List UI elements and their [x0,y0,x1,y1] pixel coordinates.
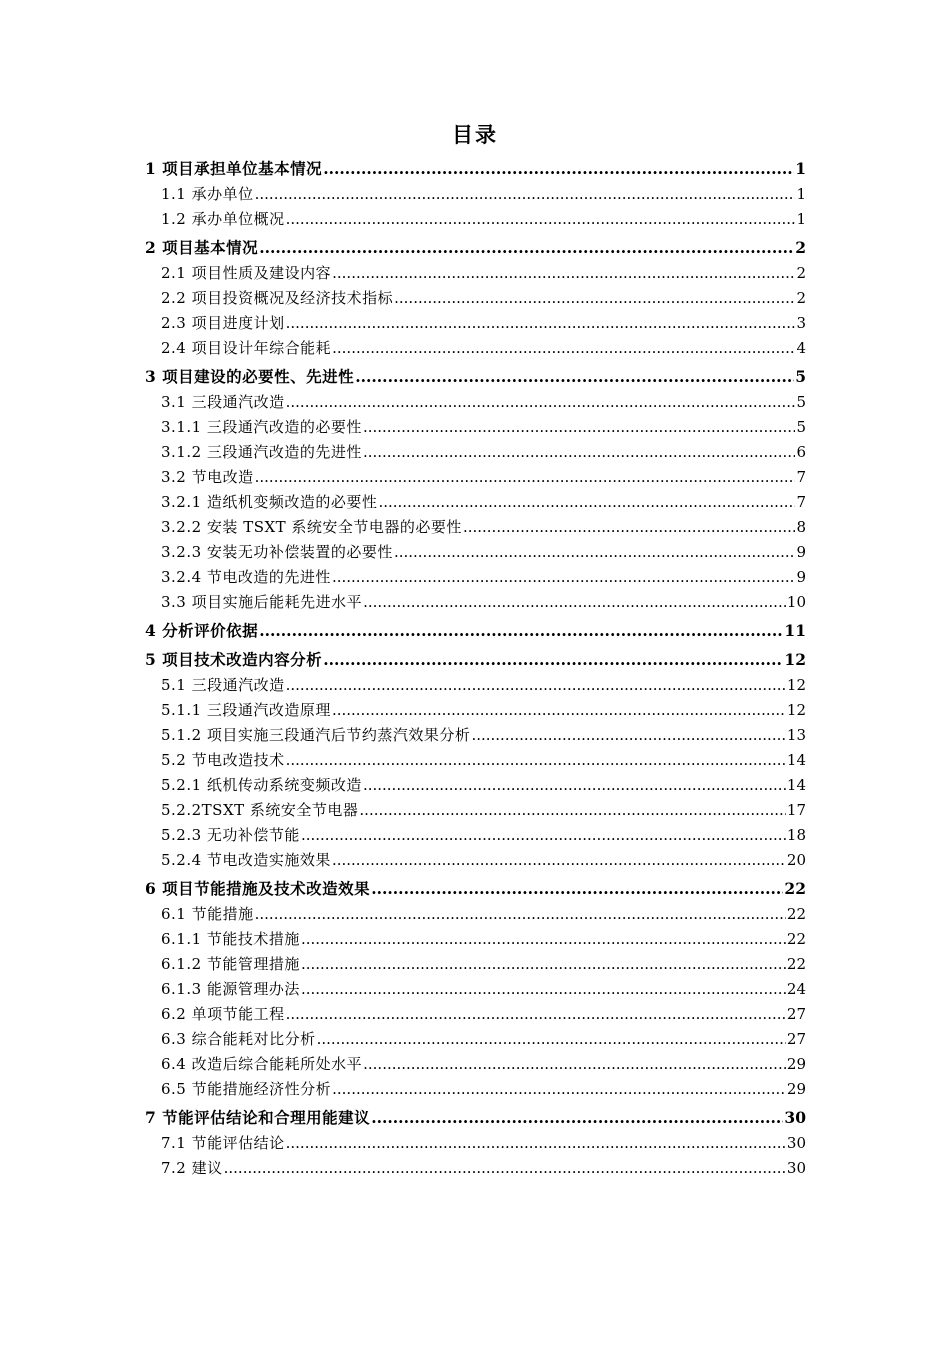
toc-chapter-entry[interactable] [145,880,806,898]
toc-leader-dots [363,593,786,611]
toc-leader-dots [259,239,794,257]
toc-entry-text: 1.1 承办单位 [161,185,254,203]
toc-section-entry[interactable] [145,726,806,744]
toc-entry-text: 3.2.1 造纸机变频改造的必要性 [161,493,378,511]
toc-section-entry[interactable] [145,776,806,794]
toc-leader-dots [471,726,785,744]
toc-entry-text: 7.1 节能评估结论 [161,1134,285,1152]
toc-page-number: 22 [786,955,806,973]
toc-section-entry[interactable] [145,1159,806,1177]
toc-leader-dots [332,264,795,282]
toc-leader-dots [363,443,796,461]
toc-page-number: 13 [786,726,806,744]
toc-chapter-entry[interactable] [145,651,806,669]
toc-section-entry[interactable] [145,801,806,819]
toc-leader-dots [255,905,786,923]
toc-section-entry[interactable] [145,980,806,998]
toc-page-number: 18 [786,826,806,844]
toc-entry-text: 5.2 节电改造技术 [161,751,285,769]
toc-page-number: 2 [796,264,806,282]
toc-entry-text: 5.1.2 项目实施三段通汽后节约蒸汽效果分析 [161,726,471,744]
toc-page-number: 12 [784,650,806,669]
toc-section-entry[interactable] [145,185,806,203]
toc-section-entry[interactable] [145,851,806,869]
toc-leader-dots [332,568,796,586]
toc-page-number: 22 [786,930,806,948]
toc-page-number: 11 [784,621,806,640]
toc-leader-dots [301,980,786,998]
toc-chapter-entry[interactable] [145,368,806,386]
toc-leader-dots [255,185,796,203]
toc-leader-dots [301,955,786,973]
toc-entry-text: 5.1 三段通汽改造 [161,676,285,694]
toc-page-number: 5 [796,418,806,436]
toc-section-entry[interactable] [145,289,806,307]
toc-page-number: 10 [786,593,806,611]
toc-leader-dots [286,393,796,411]
toc-page-number: 1 [795,159,806,178]
toc-chapter-entry[interactable] [145,622,806,640]
toc-section-entry[interactable] [145,493,806,511]
toc-section-entry[interactable] [145,955,806,973]
toc-section-entry[interactable] [145,593,806,611]
toc-entry-text: 6 项目节能措施及技术改造效果 [145,879,371,898]
toc-page-number: 14 [786,751,806,769]
toc-page-number: 22 [786,905,806,923]
toc-leader-dots [317,1030,786,1048]
toc-leader-dots [332,339,795,357]
toc-page-number: 6 [796,443,806,461]
toc-leader-dots [286,676,786,694]
toc-leader-dots [301,930,786,948]
toc-entry-text: 6.4 改造后综合能耗所处水平 [161,1055,363,1073]
toc-leader-dots [355,368,794,386]
toc-leader-dots [332,701,786,719]
toc-entry-text: 1 项目承担单位基本情况 [145,159,323,178]
toc-entry-text: 3.2.2 安装 TSXT 系统安全节电器的必要性 [161,518,462,536]
toc-section-entry[interactable] [145,393,806,411]
toc-section-entry[interactable] [145,264,806,282]
toc-page-number: 29 [786,1080,806,1098]
toc-page-number: 30 [786,1134,806,1152]
toc-page-number: 20 [786,851,806,869]
toc-page-number: 2 [795,238,806,257]
toc-entry-text: 6.1.3 能源管理办法 [161,980,300,998]
toc-section-entry[interactable] [145,339,806,357]
toc-page-number: 27 [786,1005,806,1023]
toc-leader-dots [363,776,786,794]
toc-leader-dots [463,518,796,536]
toc-entry-text: 4 分析评价依据 [145,621,259,640]
toc-entry-text: 5 项目技术改造内容分析 [145,650,323,669]
toc-page-number: 24 [786,980,806,998]
toc-leader-dots [371,880,783,898]
toc-section-entry[interactable] [145,468,806,486]
toc-entry-text: 6.1 节能措施 [161,905,254,923]
toc-section-entry[interactable] [145,905,806,923]
toc-page-number: 30 [784,1108,806,1127]
toc-entry-text: 3 项目建设的必要性、先进性 [145,367,355,386]
toc-page-number: 27 [786,1030,806,1048]
toc-entry-text: 6.3 综合能耗对比分析 [161,1030,316,1048]
toc-entry-text: 2.4 项目设计年综合能耗 [161,339,332,357]
toc-entry-text: 5.2.2TSXT 系统安全节电器 [161,801,359,819]
toc-entry-text: 5.2.1 纸机传动系统变频改造 [161,776,362,794]
toc-leader-dots [255,468,796,486]
toc-section-entry[interactable] [145,751,806,769]
toc-leader-dots [323,651,783,669]
toc-section-entry[interactable] [145,1055,806,1073]
toc-entry-text: 6.2 单项节能工程 [161,1005,285,1023]
toc-leader-dots [332,1080,786,1098]
toc-page-number: 17 [786,801,806,819]
toc-section-entry[interactable] [145,930,806,948]
toc-entry-text: 2.3 项目进度计划 [161,314,285,332]
toc-section-entry[interactable] [145,1005,806,1023]
toc-leader-dots [363,1055,786,1073]
toc-page-number: 22 [784,879,806,898]
toc-leader-dots [394,289,795,307]
toc-page-number: 14 [786,776,806,794]
toc-section-entry[interactable] [145,1134,806,1152]
toc-leader-dots [323,160,794,178]
toc-page-number: 3 [796,314,806,332]
toc-page-number: 12 [786,676,806,694]
toc-chapter-entry[interactable] [145,1109,806,1127]
toc-leader-dots [332,851,786,869]
toc-section-entry[interactable] [145,1080,806,1098]
toc-entry-text: 7.2 建议 [161,1159,223,1177]
toc-leader-dots [359,801,786,819]
toc-chapter-entry[interactable] [145,160,806,178]
toc-chapter-entry[interactable] [145,239,806,257]
toc-page-number: 30 [786,1159,806,1177]
toc-entry-text: 3.3 项目实施后能耗先进水平 [161,593,363,611]
toc-section-entry[interactable] [145,826,806,844]
toc-section-entry[interactable] [145,443,806,461]
toc-title: 目录 [452,122,498,147]
toc-leader-dots [286,210,796,228]
toc-entry-text: 6.1.1 节能技术措施 [161,930,300,948]
toc-entry-text: 5.2.3 无功补偿节能 [161,826,300,844]
toc-entry-text: 3.1.1 三段通汽改造的必要性 [161,418,362,436]
toc-page-number: 8 [796,518,806,536]
toc-page-number: 7 [796,493,806,511]
toc-leader-dots [259,622,783,640]
toc-leader-dots [286,1134,786,1152]
toc-leader-dots [378,493,795,511]
toc-page-number: 4 [796,339,806,357]
toc-entry-text: 2 项目基本情况 [145,238,259,257]
toc-page-number: 29 [786,1055,806,1073]
toc-page-number: 5 [796,393,806,411]
toc-page-number: 5 [795,367,806,386]
toc-entry-text: 1.2 承办单位概况 [161,210,285,228]
toc-entry-text: 3.1.2 三段通汽改造的先进性 [161,443,362,461]
toc-section-entry[interactable] [145,518,806,536]
toc-section-entry[interactable] [145,1030,806,1048]
toc-section-entry[interactable] [145,701,806,719]
toc-entry-text: 7 节能评估结论和合理用能建议 [145,1108,371,1127]
toc-section-entry[interactable] [145,543,806,561]
toc-page-number: 9 [796,543,806,561]
table-of-contents [145,153,806,1177]
toc-entry-text: 6.1.2 节能管理措施 [161,955,300,973]
toc-section-entry[interactable] [145,418,806,436]
toc-entry-text: 3.1 三段通汽改造 [161,393,285,411]
toc-leader-dots [394,543,796,561]
toc-page-number: 1 [796,210,806,228]
toc-leader-dots [286,751,786,769]
toc-page-number: 7 [796,468,806,486]
toc-section-entry[interactable] [145,314,806,332]
toc-page-number: 9 [796,568,806,586]
toc-page-number: 2 [796,289,806,307]
toc-entry-text: 2.1 项目性质及建设内容 [161,264,332,282]
toc-entry-text: 5.2.4 节电改造实施效果 [161,851,331,869]
toc-leader-dots [301,826,786,844]
toc-section-entry[interactable] [145,210,806,228]
toc-section-entry[interactable] [145,568,806,586]
toc-leader-dots [363,418,796,436]
toc-entry-text: 6.5 节能措施经济性分析 [161,1080,332,1098]
toc-section-entry[interactable] [145,676,806,694]
toc-entry-text: 3.2 节电改造 [161,468,254,486]
toc-leader-dots [371,1109,783,1127]
toc-entry-text: 5.1.1 三段通汽改造原理 [161,701,331,719]
toc-leader-dots [224,1159,786,1177]
toc-entry-text: 3.2.4 节电改造的先进性 [161,568,331,586]
toc-page-number: 1 [796,185,806,203]
toc-leader-dots [286,314,796,332]
toc-leader-dots [286,1005,786,1023]
toc-page-number: 12 [786,701,806,719]
toc-entry-text: 3.2.3 安装无功补偿装置的必要性 [161,543,393,561]
toc-entry-text: 2.2 项目投资概况及经济技术指标 [161,289,394,307]
